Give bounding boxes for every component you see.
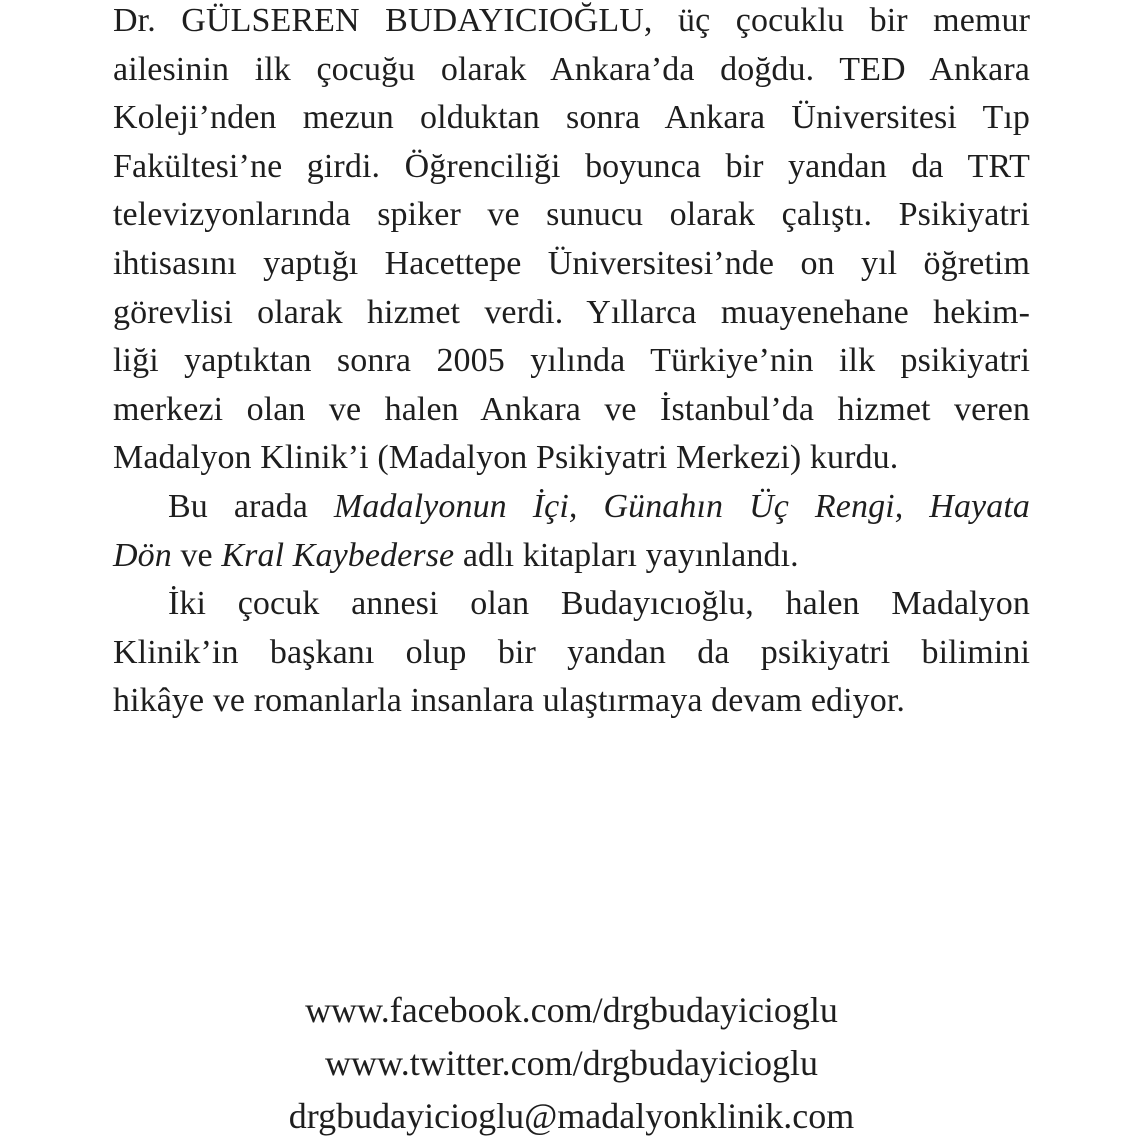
bio-line: ihtisasını yaptığı Hacettepe Üniversitesi’nde on yıl öğretim — [113, 244, 1030, 282]
bio-text: adlı kitapları yayınlandı. — [454, 536, 799, 574]
bio-line: Koleji’nden mezun olduktan sonra Ankara Üniversitesi Tıp — [113, 99, 1030, 137]
book-title-italic: Dön — [113, 536, 172, 574]
bio-line: ailesinin ilk çocuğu olarak Ankara’da doğdu. TED Ankara — [113, 50, 1030, 88]
facebook-url: www.facebook.com/drgbudayicioglu — [305, 989, 838, 1030]
bio-line: Klinik’in başkanı olup bir yandan da psikiyatri bilimini — [113, 633, 1030, 671]
bio-paragraph-1 — [113, 0, 1030, 483]
bio-paragraph-2 — [113, 483, 1030, 580]
bio-line: Fakültesi’ne girdi. Öğrenciliği boyunca bir yandan da TRT — [113, 147, 1030, 185]
bio-line — [113, 483, 1030, 532]
email-address: drgbudayicioglu@madalyonklinik.com — [288, 1095, 855, 1136]
book-title-italic: Madalyonun İçi, Günahın Üç Rengi, Hayata — [333, 487, 1030, 525]
bio-line: görevlisi olarak hizmet verdi. Yıllarca muayenehane hekim- — [113, 293, 1030, 331]
bio-line — [113, 532, 1030, 581]
bio-paragraph-3 — [113, 580, 1030, 726]
bio-line: Dr. GÜLSEREN BUDAYICIOĞLU, üç çocuklu bir memur — [113, 2, 1030, 39]
author-biography — [113, 0, 1030, 726]
contact-links — [113, 984, 1030, 1140]
bio-line: İki çocuk annesi olan Budayıcıoğlu, halen Madalyon — [168, 585, 1030, 623]
bio-line: Madalyon Klinik’i (Madalyon Psikiyatri Merkezi) kurdu. — [113, 439, 899, 477]
book-title-italic: Kral Kaybederse — [221, 536, 455, 574]
bio-text: Bu arada — [168, 487, 334, 525]
bio-line: merkezi olan ve halen Ankara ve İstanbul’da hizmet veren — [113, 390, 1030, 428]
twitter-url: www.twitter.com/drgbudayicioglu — [325, 1042, 818, 1083]
bio-line: televizyonlarında spiker ve sunucu olarak çalıştı. Psikiyatri — [113, 196, 1030, 234]
bio-text: ve — [171, 536, 222, 574]
bio-line: hikâye ve romanlarla insanlara ulaştırmaya devam ediyor. — [113, 682, 906, 720]
bio-line: liği yaptıktan sonra 2005 yılında Türkiye’nin ilk psikiyatri — [113, 342, 1030, 380]
